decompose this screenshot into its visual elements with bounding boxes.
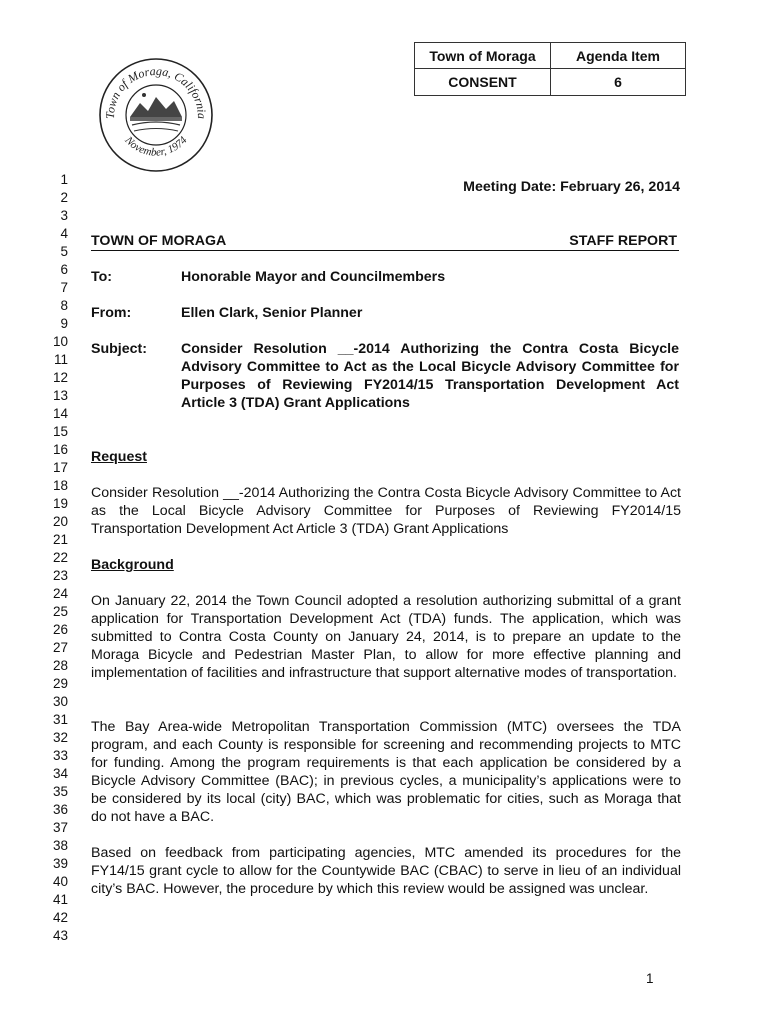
line-number: 40 <box>52 874 68 889</box>
svg-text:November, 1974: November, 1974 <box>122 134 190 159</box>
line-number: 37 <box>52 820 68 835</box>
line-number: 8 <box>60 298 68 313</box>
background-paragraph-3: Based on feedback from participating agencies, MTC amended its procedures for the FY14/15 grant cycle to allow for the Countywide BAC (CBAC) to serve in lieu of an individual city’s BAC. However, the procedure by which this review would be assigned was unclear. <box>91 845 681 897</box>
line-number: 31 <box>52 712 68 727</box>
line-number: 29 <box>52 676 68 691</box>
report-header <box>91 232 679 251</box>
line-number: 39 <box>52 856 68 871</box>
line-number: 42 <box>52 910 68 925</box>
line-number: 36 <box>52 802 68 817</box>
line-number: 22 <box>52 550 68 565</box>
line-number: 10 <box>52 334 68 349</box>
line-number: 30 <box>52 694 68 709</box>
agenda-table-town-header: Town of Moraga <box>415 43 551 69</box>
memo-from-value: Ellen Clark, Senior Planner <box>181 305 363 321</box>
line-number: 41 <box>52 892 68 907</box>
line-number: 7 <box>60 280 68 295</box>
svg-text:Town of Moraga, California: Town of Moraga, California <box>102 63 210 120</box>
line-number: 38 <box>52 838 68 853</box>
line-number: 27 <box>52 640 68 655</box>
agenda-table-consent: CONSENT <box>415 69 551 95</box>
memo-from-label: From: <box>91 305 132 321</box>
line-number: 12 <box>52 370 68 385</box>
line-number: 15 <box>52 424 68 439</box>
line-number: 18 <box>52 478 68 493</box>
town-seal-logo <box>96 55 216 175</box>
line-number: 4 <box>60 226 68 241</box>
line-number: 24 <box>52 586 68 601</box>
request-body: Consider Resolution __-2014 Authorizing the Contra Costa Bicycle Advisory Committee to Act as the Local Bicycle Advisory Committee for Purposes of Reviewing FY2014/15 Transportation Development Act Article 3 (TDA) Grant Applications <box>91 485 681 537</box>
line-number: 33 <box>52 748 68 763</box>
background-heading: Background <box>91 557 174 573</box>
line-number: 16 <box>52 442 68 457</box>
line-number: 11 <box>53 352 68 367</box>
line-number: 23 <box>52 568 68 583</box>
background-paragraph-2: The Bay Area-wide Metropolitan Transportation Commission (MTC) oversees the TDA program, and each County is responsible for screening and recommending projects to MTC for funding. Among the program requirements is that each application be considered by a Bicycle Advisory Committee (BAC); in previous cycles, a municipality’s applications were to be considered by its local (city) BAC, which was problematic for cities, such as Moraga that do not have a BAC. <box>91 719 681 825</box>
report-header-town: TOWN OF MORAGA <box>91 233 227 249</box>
line-number: 2 <box>60 190 68 205</box>
memo-subject-value: Consider Resolution __-2014 Authorizing the Contra Costa Bicycle Advisory Committee to Act as the Local Bicycle Advisory Committee for Purposes of Reviewing FY2014/15 Transportation Development Act Article 3 (TDA) Grant Applications <box>181 341 679 411</box>
agenda-table <box>414 42 686 96</box>
line-number: 3 <box>60 208 68 223</box>
line-number: 28 <box>52 658 68 673</box>
line-number: 43 <box>52 928 68 943</box>
line-number: 32 <box>52 730 68 745</box>
memo-subject-label: Subject: <box>91 341 147 357</box>
line-number: 6 <box>60 262 68 277</box>
line-number: 35 <box>52 784 68 799</box>
line-number: 26 <box>52 622 68 637</box>
line-number: 1 <box>60 172 68 187</box>
report-header-staff-report: STAFF REPORT <box>569 233 677 249</box>
line-number: 14 <box>52 406 68 421</box>
meeting-date: Meeting Date: February 26, 2014 <box>463 179 680 195</box>
memo-to-label: To: <box>91 269 113 285</box>
line-number: 20 <box>52 514 68 529</box>
line-number: 21 <box>52 532 68 547</box>
line-number: 19 <box>52 496 68 511</box>
memo-to-value: Honorable Mayor and Councilmembers <box>181 269 446 285</box>
line-number: 13 <box>52 388 68 403</box>
request-heading: Request <box>91 449 147 465</box>
agenda-table-item-number: 6 <box>614 74 622 90</box>
background-paragraph-1: On January 22, 2014 the Town Council adopted a resolution authorizing submittal of a grant application for Transportation Development Act (TDA) funds. The application, which was submitted to Contra Costa County on January 24, 2014, is to prepare an update to the Moraga Bicycle and Pedestrian Master Plan, to allow for more effective planning and implementation of facilities and infrastructure that support alternative modes of transportation. <box>91 593 681 681</box>
page-number: 1 <box>646 971 654 986</box>
line-number: 25 <box>52 604 68 619</box>
line-number: 34 <box>52 766 68 781</box>
line-number: 17 <box>52 460 68 475</box>
agenda-table-item-header: Agenda Item <box>551 43 685 69</box>
line-number: 5 <box>60 244 68 259</box>
line-number: 9 <box>60 316 68 331</box>
